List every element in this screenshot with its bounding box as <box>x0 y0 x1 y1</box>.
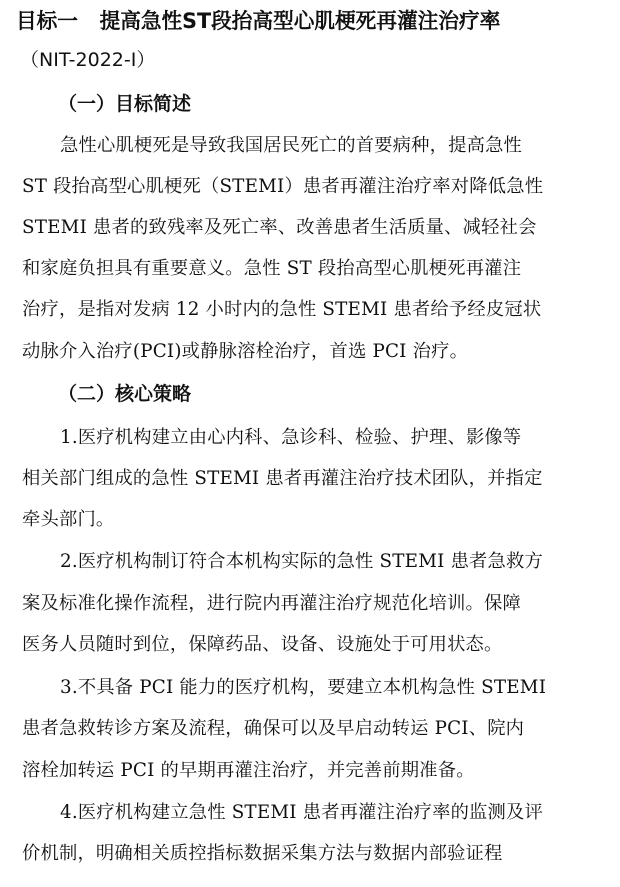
strategy-line: 医务人员随时到位，保障药品、设备、设施处于可用状态。 <box>22 634 503 655</box>
paragraph-line: 治疗，是指对发病 12 小时内的急性 STEMI 患者给予经皮冠状 <box>22 299 542 320</box>
strategy-line: 相关部门组成的急性 STEMI 患者再灌注治疗技术团队，并指定 <box>22 468 543 489</box>
section-heading-strategy: （二）核心策略 <box>58 383 192 405</box>
strategy-line: 牵头部门。 <box>22 509 115 530</box>
strategy-line: 3.不具备 PCI 能力的医疗机构，要建立本机构急性 STEMI <box>60 677 547 698</box>
paragraph-line: 急性心肌梗死是导致我国居民死亡的首要病种，提高急性 <box>60 135 523 156</box>
title-prefix: 目标一 <box>16 9 78 33</box>
document-code: （NIT-2022-Ⅰ） <box>20 49 156 71</box>
strategy-line: 价机制，明确相关质控指标数据采集方法与数据内部验证程 <box>22 843 503 864</box>
strategy-line: 溶栓加转运 PCI 的早期再灌注治疗，并完善前期准备。 <box>22 760 475 781</box>
paragraph-line: STEMI 患者的致残率及死亡率、改善患者生活质量、减轻社会 <box>22 217 537 238</box>
strategy-line: 患者急救转诊方案及流程，确保可以及早启动转运 PCI、院内 <box>22 718 525 739</box>
strategy-line: 案及标准化操作流程，进行院内再灌注治疗规范化培训。保障 <box>22 593 521 614</box>
section-heading-overview: （一）目标简述 <box>58 93 192 115</box>
paragraph-line: 和家庭负担具有重要意义。急性 ST 段抬高型心肌梗死再灌注 <box>22 258 522 279</box>
paragraph-line: 动脉介入治疗(PCI)或静脉溶栓治疗，首选 PCI 治疗。 <box>22 341 469 362</box>
document-title <box>16 6 606 36</box>
paragraph-line: ST 段抬高型心肌梗死（STEMI）患者再灌注治疗率对降低急性 <box>22 176 544 197</box>
strategy-line: 4.医疗机构建立急性 STEMI 患者再灌注治疗率的监测及评 <box>60 802 543 823</box>
title-main: 提高急性ST段抬高型心肌梗死再灌注治疗率 <box>99 9 501 33</box>
strategy-line: 1.医疗机构建立由心内科、急诊科、检验、护理、影像等 <box>60 427 522 448</box>
strategy-line: 2.医疗机构制订符合本机构实际的急性 STEMI 患者急救方 <box>60 551 543 572</box>
